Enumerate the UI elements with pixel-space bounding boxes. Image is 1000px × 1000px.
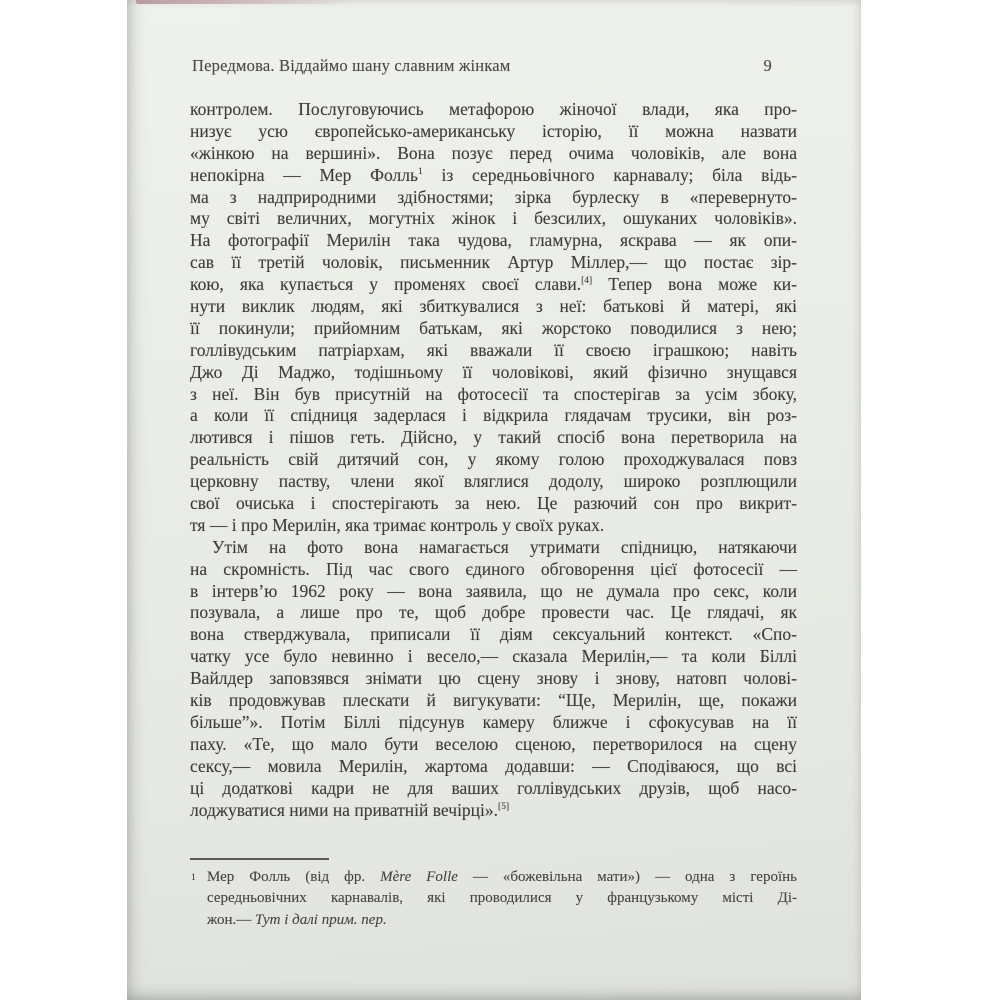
footnote-marker: 1: [191, 873, 196, 883]
body-line: тя — і про Мерилін, яка тримає контроль у своїх руках.: [190, 514, 605, 535]
book-page: [127, 0, 861, 1000]
body-line: кою, яка купається у променях своєї слави.[4] Тепер вона може ки-: [190, 274, 797, 295]
body-line: чатку усе було невинно і весело,— сказала Мерилін,— та коли Біллі: [190, 646, 797, 667]
page-number: 9: [763, 56, 772, 75]
body-line: Утім на фото вона намагається утримати спідницю, натякаючи: [212, 536, 797, 557]
running-header: [192, 56, 798, 76]
body-line: її покинули; прийомним батькам, які жорстоко поводилися з нею;: [190, 317, 797, 338]
body-line: нути виклик людям, які збиткувалися з неї: батькові й матері, які: [190, 296, 797, 317]
body-line: вона стверджувала, приписали її діям сексуальний контекст. «Спо-: [190, 624, 797, 645]
footnote: [190, 858, 797, 931]
body-line: голлівудським патріархам, які вважали її своєю іграшкою; навіть: [190, 339, 797, 360]
body-line: ці додаткові кадри не для ваших голлівудських друзів, щоб насо-: [190, 777, 797, 798]
footnote-divider: [190, 858, 329, 860]
body-line: паху. «Те, що мало бути веселою сценою, перетворилося на сцену: [190, 733, 797, 754]
body-line: непокірна — Мер Фолль$^1$ із середньовічного карнавалу; біла відь-: [190, 164, 797, 185]
body-line: реальність свій дитячий сон, у якому голою проходжувалася повз: [190, 449, 797, 470]
body-line: а коли її спідниця задерлася і відкрила глядачам трусики, він роз-: [190, 405, 797, 426]
body-line: ма з надприродними здібностями; зірка бурлеску в «перевернуто-: [190, 186, 797, 207]
footnote-line: Мер Фолль (від фр. Mère Folle — «божевільна мати») — одна з героїнь: [207, 869, 797, 885]
footnote-line: середньовічних карнавалів, які проводилися у французькому місті Ді-: [207, 890, 797, 907]
body-line: «жінкою на вершині». Вона позує перед очима чоловіків, але вона: [190, 142, 797, 163]
body-line: На фотографії Мерилін така чудова, гламурна, яскрава — як опи-: [190, 230, 797, 251]
body-line: в інтерв’ю 1962 року — вона заявила, що не думала про секс, коли: [190, 580, 797, 601]
chapter-title: Передмова. Віддаймо шану славним жінкам: [192, 56, 511, 75]
footnote-body: [190, 867, 797, 931]
body-line: позувала, а лише про те, щоб добре провести час. Це глядачі, як: [190, 602, 797, 623]
body-line: Джо Ді Маджо, тодішньому її чоловікові, який фізично знущався: [190, 361, 797, 382]
body-line: низує усю європейсько-американську історію, її можна назвати: [190, 120, 797, 141]
footnote-lines: [207, 867, 797, 931]
body-line: свої очиська і спостерігають за нею. Це разючий сон про викрит-: [190, 493, 797, 514]
page-top-pink-edge: [136, 0, 351, 4]
body-text: [190, 99, 797, 821]
body-line: ків продовжував плескати й вигукувати: “Ще, Мерилін, ще, покажи: [190, 690, 797, 711]
footnote-line: жон.— Тут і далі прим. пер.: [207, 911, 387, 928]
body-line: контролем. Послуговуючись метафорою жіночої влади, яка про-: [190, 99, 797, 119]
body-line: з неї. Він був присутній на фотосесії та спостерігав за усім збоку,: [190, 383, 797, 404]
body-line: більше”». Потім Біллі підсунув камеру ближче і сфокусував на її: [190, 711, 797, 732]
body-line: сав її третій чоловік, письменник Артур Міллер,— що постає зір-: [190, 252, 797, 273]
body-line: церковну паству, члени якої вляглися додолу, широко розплющили: [190, 471, 797, 492]
body-line: лютився і пішов геть. Дійсно, у такий спосіб вона перетворила на: [190, 427, 797, 448]
body-line: Вайлдер заповзявся знімати цю сцену знову і знову, натовп чолові-: [190, 668, 797, 689]
body-line: лоджуватися ними на приватній вечірці».[5]: [190, 799, 510, 820]
body-line: на скромність. Під час свого єдиного обговорення цієї фотосесії —: [190, 558, 797, 579]
body-line: му світі величних, могутніх жінок і безсилих, ошуканих чоловіків».: [190, 208, 797, 229]
body-line: сексу,— мовила Мерилін, жартома додавши: — Сподіваюся, що всі: [190, 755, 797, 776]
